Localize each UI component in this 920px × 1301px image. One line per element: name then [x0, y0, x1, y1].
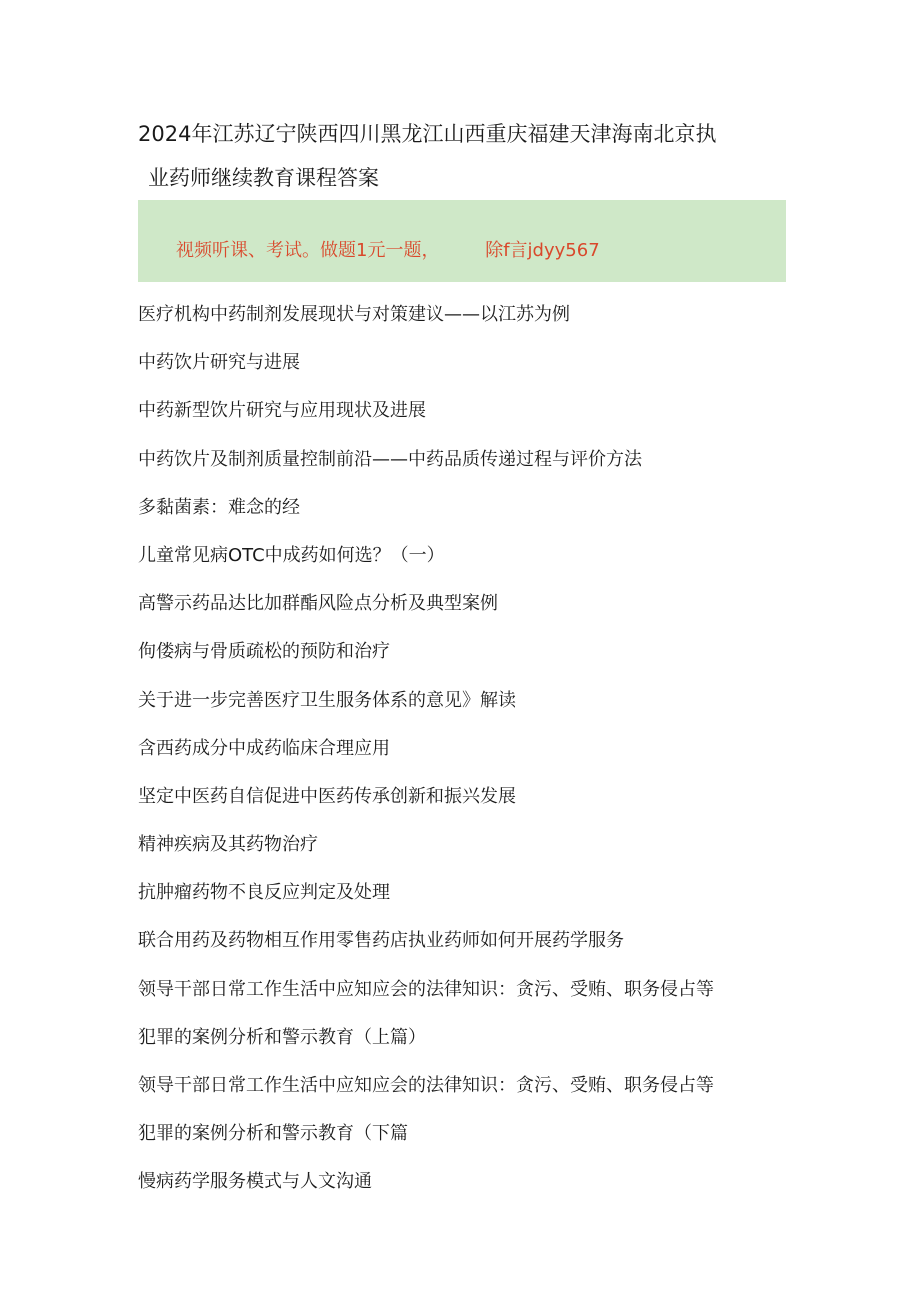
- course-item: 中药饮片及制剂质量控制前沿——中药品质传递过程与评价方法: [138, 448, 642, 470]
- course-list: [138, 296, 798, 1212]
- course-item: 关于进一步完善医疗卫生服务体系的意见》解读: [138, 689, 516, 711]
- contact-notice-text: 视频听课、考试。做题1元一题， 除f言jdyy567: [176, 240, 600, 261]
- course-item: 慢病药学服务模式与人文沟通: [138, 1171, 372, 1193]
- course-item: 犯罪的案例分析和警示教育（上篇）: [138, 1026, 426, 1048]
- title-line-2: 业药师继续教育课程答案: [148, 166, 379, 190]
- course-item: 多黏菌素：难念的经: [138, 496, 300, 518]
- course-item: 中药新型饮片研究与应用现状及进展: [138, 400, 426, 422]
- course-item: 抗肿瘤药物不良反应判定及处理: [138, 882, 390, 904]
- course-item: 犯罪的案例分析和警示教育（下篇: [138, 1123, 408, 1145]
- course-item: 中药饮片研究与进展: [138, 352, 300, 374]
- document-title: [138, 112, 798, 200]
- title-line-1: 2024年江苏辽宁陕西四川黑龙江山西重庆福建天津海南北京执: [138, 122, 717, 146]
- course-item: 高警示药品达比加群酯风险点分析及典型案例: [138, 593, 498, 615]
- course-item: 医疗机构中药制剂发展现状与对策建议——以江苏为例: [138, 304, 570, 325]
- course-item: 含西药成分中成药临床合理应用: [138, 737, 390, 759]
- contact-notice-box: [138, 200, 786, 282]
- course-item: 精神疾病及其药物治疗: [138, 834, 318, 856]
- course-item: 领导干部日常工作生活中应知应会的法律知识：贪污、受贿、职务侵占等: [138, 1075, 714, 1096]
- course-item: 领导干部日常工作生活中应知应会的法律知识：贪污、受贿、职务侵占等: [138, 978, 714, 1000]
- course-item: 佝偻病与骨质疏松的预防和治疗: [138, 641, 390, 663]
- course-item: 儿童常见病OTC中成药如何选？（一）: [138, 544, 445, 566]
- course-item: 联合用药及药物相互作用零售药店执业药师如何开展药学服务: [138, 930, 624, 952]
- course-item: 坚定中医药自信促进中医药传承创新和振兴发展: [138, 785, 516, 807]
